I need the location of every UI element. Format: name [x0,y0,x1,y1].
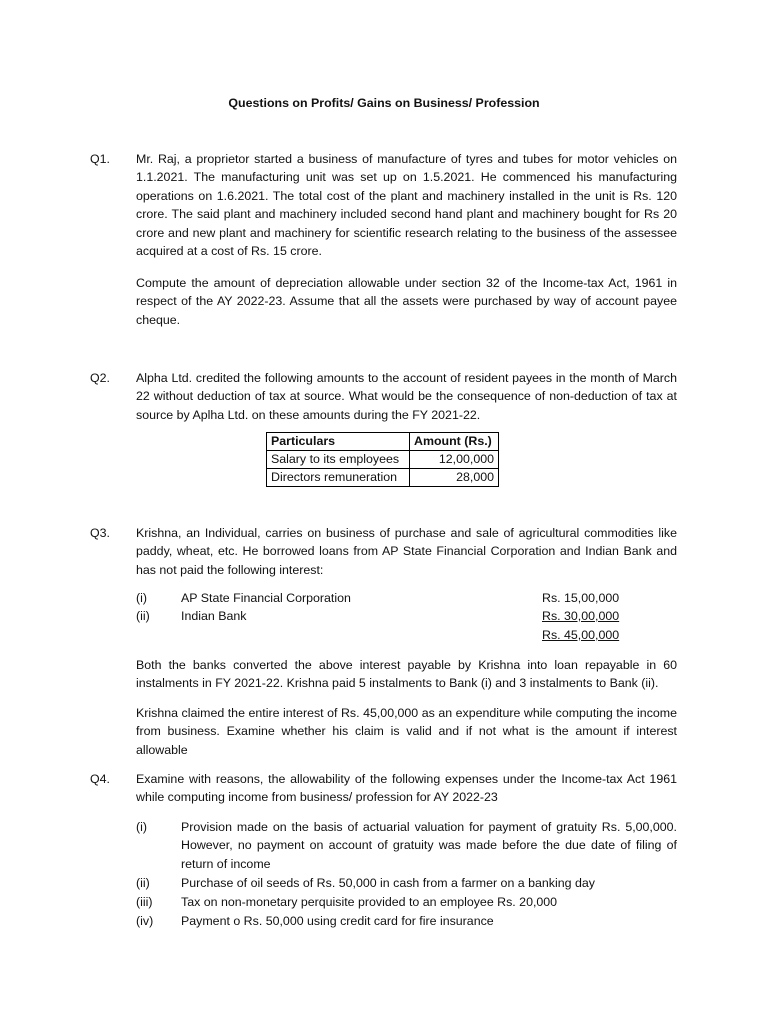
table-row [267,469,499,487]
q3-paragraph-3: Krishna claimed the entire interest of Rs. 45,00,000 as an expenditure while computing the income from business. Examine whether his claim is valid and if not what is the amount if interest allowable [136,706,677,757]
q4-item-number: (ii) [136,876,150,890]
q3-item-label: Indian Bank [181,609,247,623]
table-header-row [267,433,499,451]
table-cell: 12,00,000 [410,451,499,469]
q4-item-text: Tax on non-monetary perquisite provided to an employee Rs. 20,000 [181,895,558,909]
q4-item-number: (i) [136,820,148,834]
q4-item-text: Provision made on the basis of actuarial valuation for payment of gratuity Rs. 5,00,000. However, no payment on account of gratuity was made before the due date of filing of return of income [181,820,677,871]
q3-item-label: AP State Financial Corporation [181,591,351,605]
q3-total-amount: Rs. 45,00,000 [542,628,620,642]
q4-item-text: Purchase of oil seeds of Rs. 50,000 in cash from a farmer on a banking day [181,876,595,890]
q2-paragraph-1: Alpha Ltd. credited the following amounts to the account of resident payees in the month of March 22 without deduction of tax at source. What would be the consequence of non-deduction of tax at source by Aplha Ltd. on these amounts during the FY 2021-22. [136,371,677,422]
q3-item-amount: Rs. 15,00,000 [542,591,620,605]
q4-paragraph-1: Examine with reasons, the allowability of the following expenses under the Income-tax Act 1961 while computing income from business/ profession for AY 2022-23 [136,772,677,805]
table-cell: 28,000 [410,469,499,487]
q3-item-number: (ii) [136,609,150,623]
page-title: Questions on Profits/ Gains on Business/ Profession [228,96,540,110]
q4-number: Q4. [90,772,110,786]
q1-paragraph-1: Mr. Raj, a proprietor started a business of manufacture of tyres and tubes for motor vehicles on 1.1.2021. The manufacturing unit was set up on 1.5.2021. He commenced his manufacturing operations on 1.6.2021. The total cost of the plant and machinery installed in the unit is Rs. 120 crore. The said plant and machinery included second hand plant and machinery bought for Rs 20 crore and new plant and machinery for scientific research relating to the business of the assessee acquired at a cost of Rs. 15 crore. [136,152,677,259]
q4-item-text: Payment o Rs. 50,000 using credit card for fire insurance [181,914,494,928]
q4-item-number: (iii) [136,895,153,909]
table-cell: Directors remuneration [267,469,410,487]
table-row [267,451,499,469]
q3-number: Q3. [90,526,110,540]
table-cell: Salary to its employees [267,451,410,469]
q3-item-number: (i) [136,591,148,605]
q2-table [266,432,499,487]
q4-item-number: (iv) [136,914,154,928]
q1-paragraph-2: Compute the amount of depreciation allowable under section 32 of the Income-tax Act, 1961 in respect of the AY 2022-23. Assume that all the assets were purchased by way of account payee cheque. [136,276,677,327]
table-header-amount: Amount (Rs.) [410,433,499,451]
q3-item-amount: Rs. 30,00,000 [542,609,620,623]
q2-number: Q2. [90,371,110,385]
q1-number: Q1. [90,152,110,166]
q3-paragraph-1: Krishna, an Individual, carries on business of purchase and sale of agricultural commodities like paddy, wheat, etc. He borrowed loans from AP State Financial Corporation and Indian Bank and has not paid the following interest: [136,526,677,577]
table-header-particulars: Particulars [267,433,410,451]
q3-paragraph-2: Both the banks converted the above interest payable by Krishna into loan repayable in 60 instalments in FY 2021-22. Krishna paid 5 instalments to Bank (i) and 3 instalments to Bank (ii). [136,658,677,691]
